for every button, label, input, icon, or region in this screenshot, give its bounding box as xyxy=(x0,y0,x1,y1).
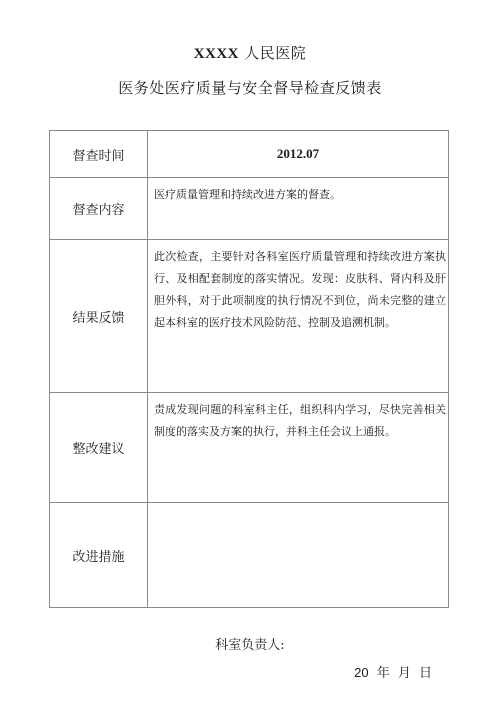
inspection-table xyxy=(49,130,449,608)
date-rest: 年 月 日 xyxy=(368,666,432,681)
signature-date xyxy=(354,662,432,681)
suggestion-label: 整改建议 xyxy=(50,393,148,503)
content-label: 督查内容 xyxy=(50,178,148,240)
suggestion-text: 责成发现问题的科室科主任，组织科内学习，尽快完善相关制度的落实及方案的执行，并科主任会议上通报。 xyxy=(148,393,449,503)
measure-label: 改进措施 xyxy=(50,503,148,608)
table-row-time xyxy=(50,131,449,178)
form-title: 医务处医疗质量与安全督导检查反馈表 xyxy=(118,79,382,97)
content-text: 医疗质量管理和持续改进方案的督查。 xyxy=(148,178,449,240)
table-row-measure xyxy=(50,503,449,608)
hospital-name xyxy=(0,42,500,63)
table-row-result xyxy=(50,240,449,393)
table-row-suggestion xyxy=(50,393,449,503)
result-label: 结果反馈 xyxy=(50,240,148,393)
measure-text xyxy=(148,503,449,608)
hospital-name-suffix: 人民医院 xyxy=(239,44,307,62)
responsible-signature-label: 科室负责人: xyxy=(215,638,285,653)
result-text: 此次检查，主要针对各科室医疗质量管理和持续改进方案执行、及相配套制度的落实情况。发现：皮肤科、肾内科及肝胆外科，对于此项制度的执行情况不到位，尚未完整的建立起本科室的医疗技术风险防范、控制及追溯机制。 xyxy=(148,240,449,393)
time-value: 2012.07 xyxy=(148,131,449,178)
table-row-content xyxy=(50,178,449,240)
hospital-name-prefix: XXXX xyxy=(193,46,240,62)
time-label: 督查时间 xyxy=(50,131,148,178)
date-year-prefix: 20 xyxy=(354,665,369,680)
